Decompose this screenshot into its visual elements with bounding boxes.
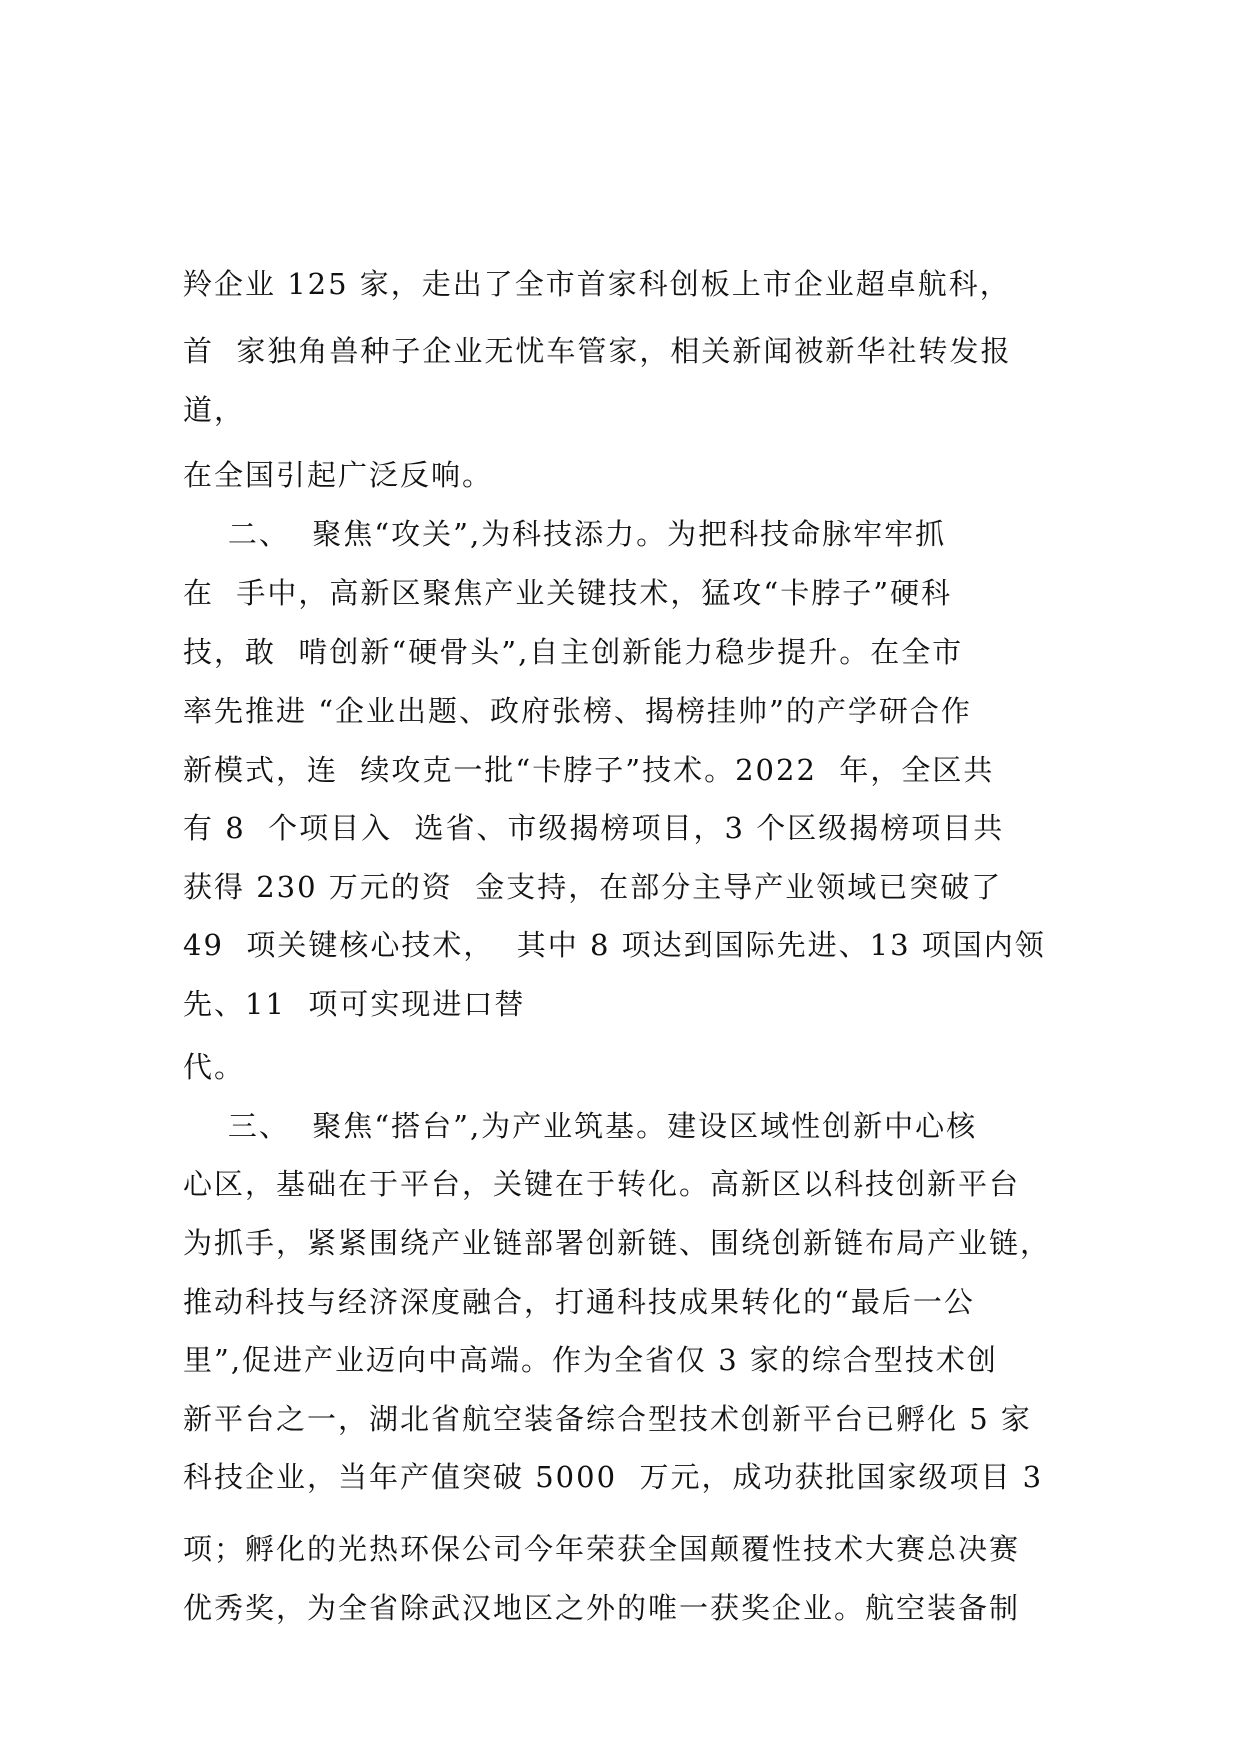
text-line-2: 首 家独角兽种子企业无忧车管家，相关新闻被新华社转发报 bbox=[183, 334, 1012, 368]
text-line-21: 科技企业，当年产值突破 5000 万元，成功获批国家级项目 3 bbox=[183, 1460, 1044, 1494]
text-line-3: 道， bbox=[183, 393, 246, 427]
text-line-11: 获得 230 万元的资 金支持，在部分主导产业领域已突破了 bbox=[183, 870, 1003, 904]
text-line-22: 项；孵化的光热环保公司今年荣获全国颠覆性技术大赛总决赛 bbox=[183, 1532, 1021, 1566]
text-line-18: 推动科技与经济深度融合，打通科技成果转化的“最后一公 bbox=[183, 1285, 975, 1319]
text-line-16: 心区，基础在于平台，关键在于转化。高新区以科技创新平台 bbox=[183, 1167, 1021, 1201]
text-line-13: 先、11 项可实现进口替 bbox=[183, 987, 526, 1021]
text-line-6: 在 手中，高新区聚焦产业关键技术，猛攻“卡脖子”硬科 bbox=[183, 576, 953, 610]
text-line-4: 在全国引起广泛反响。 bbox=[183, 458, 494, 492]
text-line-9: 新模式，连 续攻克一批“卡脖子”技术。2022 年，全区共 bbox=[183, 753, 995, 787]
text-line-10: 有 8 个项目入 选省、市级揭榜项目，3 个区级揭榜项目共 bbox=[183, 811, 1005, 845]
text-line-8: 率先推进 “企业出题、政府张榜、揭榜挂帅”的产学研合作 bbox=[183, 694, 972, 728]
text-line-7: 技，敢 啃创新“硬骨头”,自主创新能力稳步提升。在全市 bbox=[183, 635, 964, 669]
text-line-23: 优秀奖，为全省除武汉地区之外的唯一获奖企业。航空装备制 bbox=[183, 1591, 1021, 1625]
text-line-12: 49 项关键核心技术， 其中 8 项达到国际先进、13 项国内领 bbox=[183, 928, 1046, 962]
text-line-20: 新平台之一，湖北省航空装备综合型技术创新平台已孵化 5 家 bbox=[183, 1402, 1032, 1436]
text-line-19: 里”,促进产业迈向中高端。作为全省仅 3 家的综合型技术创 bbox=[183, 1343, 998, 1377]
text-line-17: 为抓手，紧紧围绕产业链部署创新链、围绕创新链布局产业链， bbox=[183, 1226, 1052, 1260]
text-line-5: 二、 聚焦“攻关”,为科技添力。为把科技命脉牢牢抓 bbox=[183, 517, 947, 551]
text-line-15: 三、 聚焦“搭台”,为产业筑基。建设区域性创新中心核 bbox=[183, 1109, 978, 1143]
text-line-1: 羚企业 125 家，走出了全市首家科创板上市企业超卓航科， bbox=[183, 267, 1011, 301]
text-line-14: 代。 bbox=[183, 1050, 246, 1084]
